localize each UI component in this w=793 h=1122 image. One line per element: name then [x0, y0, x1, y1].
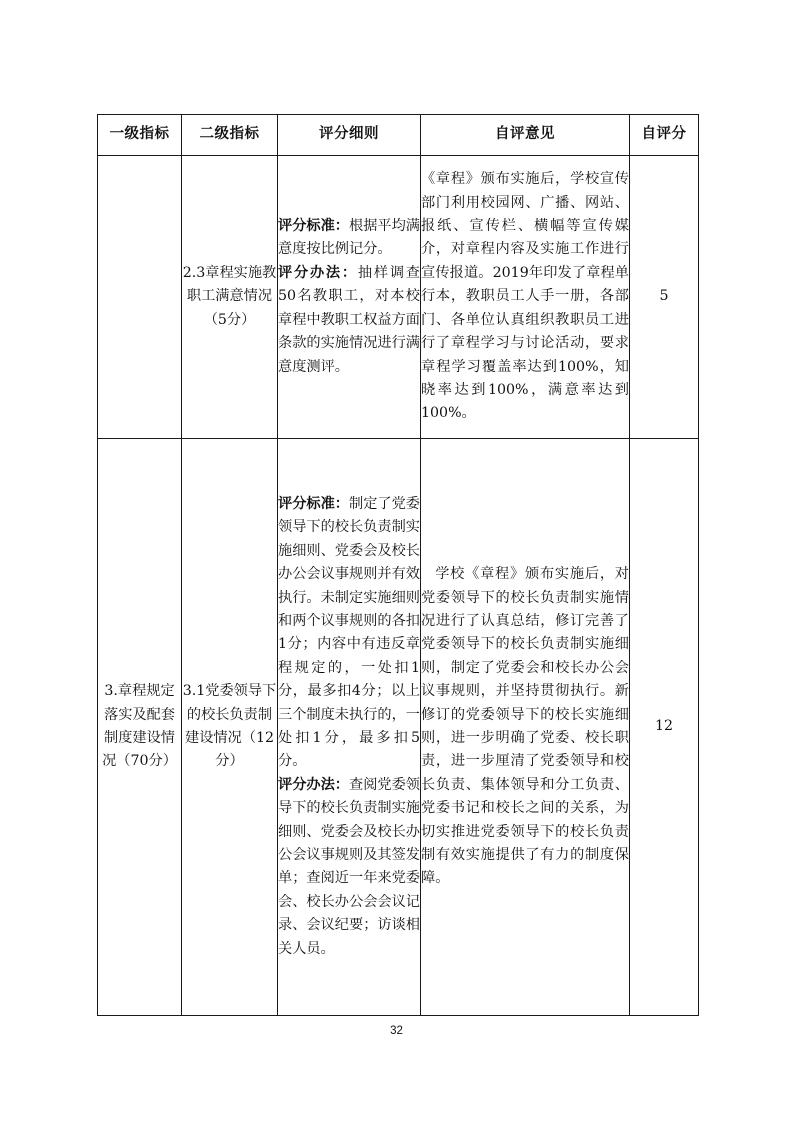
- header-level1: 一级指标: [98, 115, 182, 156]
- criteria-method-label: 评分办法：: [278, 776, 349, 793]
- criteria-standard-text: 根据平均满意度按比例记分。: [278, 218, 420, 258]
- criteria-standard-text: 制定了党委领导下的校长负责制实施细则、党委会及校长办公会议事规则并有效执行。未制定实施细则和两个议事规则的各扣1分；内容中有违反章程规定的，一处扣1分，最多扣4分；以上三个制度未执行的，一处扣1分，最多扣5分。: [278, 495, 420, 770]
- table-row: [98, 156, 699, 439]
- row2-level1-cell: 3.章程规定落实及配套制度建设情况（70分）: [98, 439, 182, 1016]
- criteria-method: [278, 774, 420, 961]
- header-score: 自评分: [630, 115, 699, 156]
- row1-level1-cell: [98, 156, 182, 439]
- row2-criteria-cell: [278, 439, 421, 1016]
- header-level2: 二级指标: [182, 115, 278, 156]
- row2-score-cell: 12: [630, 439, 699, 1016]
- row1-criteria-cell: [278, 156, 421, 439]
- criteria-method-text: 抽样调查50名教职工，对本校章程中教职工权益方面条款的实施情况进行满意度测评。: [278, 264, 420, 375]
- criteria-standard: [278, 493, 420, 774]
- row1-score-cell: 5: [630, 156, 699, 439]
- row1-opinion-cell: 《章程》颁布实施后，学校宣传部门利用校园网、广播、网站、报纸、宣传栏、横幅等宣传媒介，对章程内容及实施工作进行宣传报道。2019年印发了章程单行本，教职员工人手一册，各部门、各单位认真组织教职员工进行了章程学习与讨论活动，要求章程学习覆盖率达到100%，知晓率达到100%，满意率达到100%。: [421, 156, 630, 439]
- criteria-method-text: 查阅党委领导下的校长负责制实施细则、党委会及校长办公会议事规则及其签发单；查阅近一年来党委会、校长办公会会议记录、会议纪要；访谈相关人员。: [278, 776, 420, 957]
- header-opinion: 自评意见: [421, 115, 630, 156]
- row1-level2-cell: 2.3章程实施教职工满意情况（5分）: [182, 156, 278, 439]
- table-row: [98, 439, 699, 1016]
- table-header-row: [98, 115, 699, 156]
- evaluation-table: [97, 114, 699, 1016]
- criteria-method-label: 评分办法：: [278, 264, 358, 281]
- criteria-standard-label: 评分标准：: [278, 218, 349, 235]
- criteria-standard: [278, 215, 420, 262]
- criteria-standard-label: 评分标准：: [278, 495, 349, 512]
- row2-level2-cell: 3.1党委领导下的校长负责制建设情况（12分）: [182, 439, 278, 1016]
- row2-opinion-cell: 学校《章程》颁布实施后，对党委领导下的校长负责制实施情况进行了认真总结，修订完善了党委领导下的校长负责制实施细则，制定了党委会和校长办公会议事规则，并坚持贯彻执行。新修订的党委领导下的校长实施细则，进一步明确了党委、校长职责，进一步厘清了党委领导和校长负责、集体领导和分工负责、党委书记和校长之间的关系，为切实推进党委领导下的校长负责制有效实施提供了有力的制度保障。: [421, 439, 630, 1016]
- criteria-method: [278, 262, 420, 379]
- page-number: 32: [390, 1025, 403, 1037]
- header-criteria: 评分细则: [278, 115, 421, 156]
